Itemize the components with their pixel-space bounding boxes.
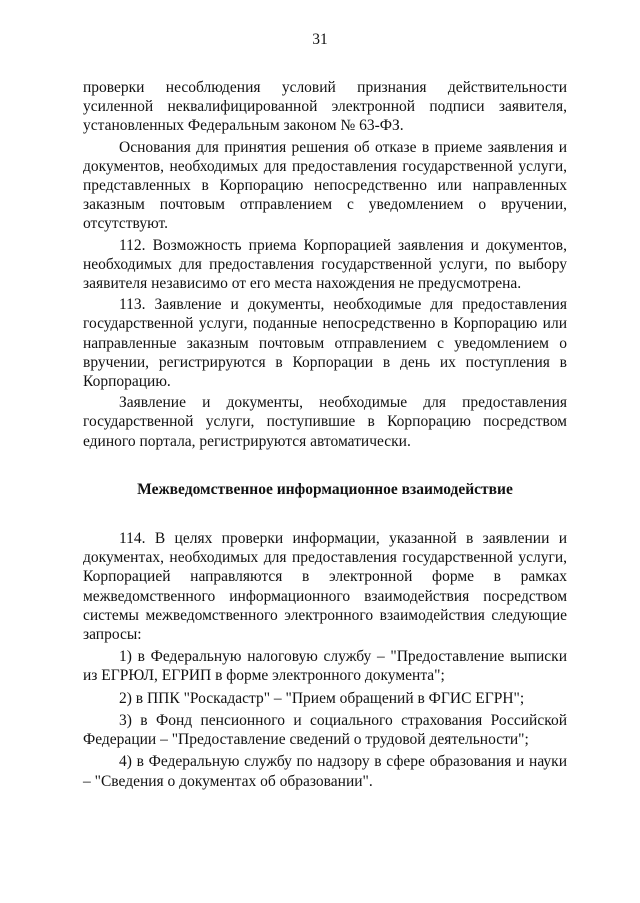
page-number: 31 (312, 31, 328, 48)
document-body (83, 78, 567, 791)
list-item-3: 3) в Фонд пенсионного и социального страхования Российской Федерации – "Предоставление сведений о трудовой деятельности"; (83, 711, 567, 749)
list-item-2: 2) в ППК "Роскадастр" – "Прием обращений в ФГИС ЕГРН"; (119, 689, 525, 707)
paragraph-continuation: проверки несоблюдения условий признания действительности усиленной неквалифицированной электронной подписи заявителя, установленных Федеральным законом № 63-ФЗ. (83, 79, 567, 135)
paragraph-113: 113. Заявление и документы, необходимые для предоставления государственной услуги, поданные непосредственно в Корпорацию или направленные заказным почтовым отправлением с уведомлением о вручении, регистрируются в Корпорации в день их поступления в Корпорацию. (83, 296, 567, 391)
section-heading: Межведомственное информационное взаимодействие (137, 480, 513, 498)
paragraph-112: 112. Возможность приема Корпорацией заявления и документов, необходимых для предоставления государственной услуги, по выбору заявителя независимо от его места нахождения не предусмотрена. (83, 236, 567, 293)
paragraph-114: 114. В целях проверки информации, указанной в заявлении и документах, необходимых для предоставления государственной услуги, Корпорацией направляются в электронной форме в рамках межведомственного информационного взаимодействия посредством системы межведомственного электронного взаимодействия следующие запросы: (83, 530, 567, 644)
list-item-4: 4) в Федеральную службу по надзору в сфере образования и науки – "Сведения о документах об образовании". (83, 753, 567, 790)
paragraph-refusal-grounds: Основания для принятия решения об отказе в приеме заявления и документов, необходимых для предоставления государственной услуги, представленных в Корпорацию непосредственно или направленных заказным почтовым отправлением с уведомлением о вручении, отсутствуют. (83, 138, 567, 233)
paragraph-portal-registration: Заявление и документы, необходимые для предоставления государственной услуги, поступившие в Корпорацию посредством единого портала, регистрируются автоматически. (83, 394, 567, 450)
list-item-1: 1) в Федеральную налоговую службу – "Предоставление выписки из ЕГРЮЛ, ЕГРИП в форме электронного документа"; (83, 648, 567, 685)
